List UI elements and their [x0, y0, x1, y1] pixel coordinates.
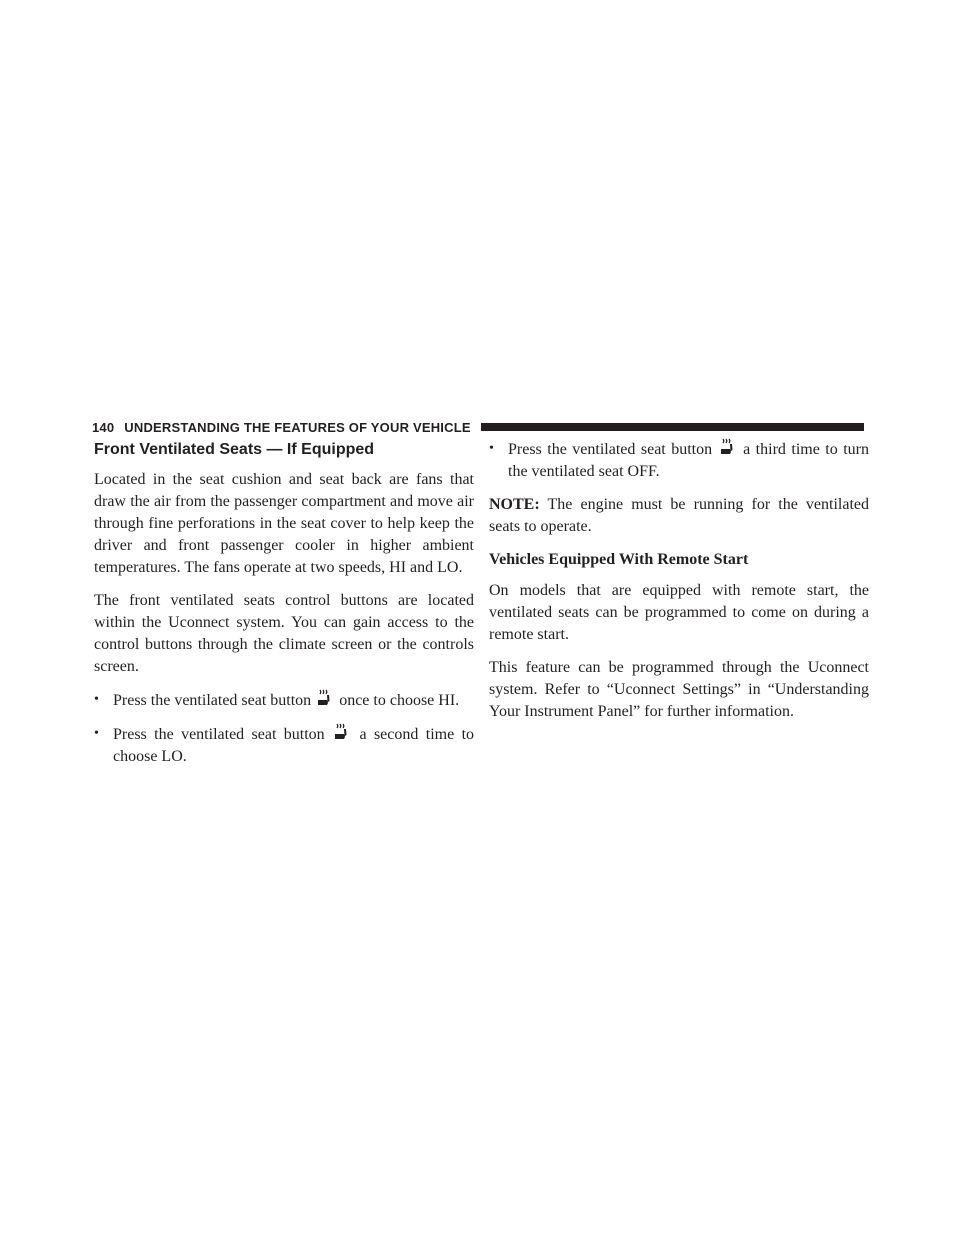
list-item: [94, 689, 474, 712]
left-column: [94, 438, 474, 779]
right-column: [489, 438, 869, 734]
bullet: •: [94, 726, 99, 741]
ventilated-seat-icon: [317, 689, 331, 707]
ventilated-seat-icon: [720, 438, 734, 456]
note-text: The engine must be running for the ventilated seats to operate.: [489, 496, 869, 535]
section-heading: Front Ventilated Seats — If Equipped: [94, 441, 375, 458]
instruction-list: [94, 689, 474, 768]
programming-paragraph: This feature can be programmed through the Uconnect system. Refer to “Uconnect Settings” in “Understanding Your Instrument Panel” for further information.: [489, 659, 869, 720]
remote-start-subheading: Vehicles Equipped With Remote Start: [489, 551, 749, 568]
list-item: [94, 723, 474, 768]
section-title: UNDERSTANDING THE FEATURES OF YOUR VEHICLE: [124, 419, 471, 435]
bullet-text-after: a second time to choose LO.: [113, 726, 475, 765]
remote-start-paragraph: On models that are equipped with remote start, the ventilated seats can be programmed to come on during a remote start.: [489, 582, 869, 643]
note-label: NOTE:: [489, 496, 540, 513]
header-rule: [481, 423, 864, 431]
bullet: •: [94, 692, 99, 707]
controls-paragraph: The front ventilated seats control buttons are located within the Uconnect system. You can gain access to the control buttons through the climate screen or the controls screen.: [94, 592, 474, 675]
bullet-text-before: Press the ventilated seat button: [113, 726, 325, 743]
instruction-list: [489, 438, 869, 483]
bullet: •: [489, 441, 494, 456]
note-paragraph: [489, 494, 869, 538]
page-number: 140: [92, 419, 115, 435]
bullet-text-before: Press the ventilated seat button: [113, 692, 312, 709]
ventilated-seat-icon: [334, 723, 348, 741]
intro-paragraph: Located in the seat cushion and seat back are fans that draw the air from the passenger compartment and move air through fine perforations in the seat cover to help keep the driver and front passenger cooler in higher ambient temperatures. The fans operate at two speeds, HI and LO.: [94, 471, 474, 576]
bullet-text-before: Press the ventilated seat button: [508, 441, 713, 458]
bullet-text-after: once to choose HI.: [339, 692, 460, 709]
running-header: [92, 418, 864, 436]
bullet-text-after: a third time to turn the ventilated seat OFF.: [508, 441, 870, 480]
list-item: [489, 438, 869, 483]
